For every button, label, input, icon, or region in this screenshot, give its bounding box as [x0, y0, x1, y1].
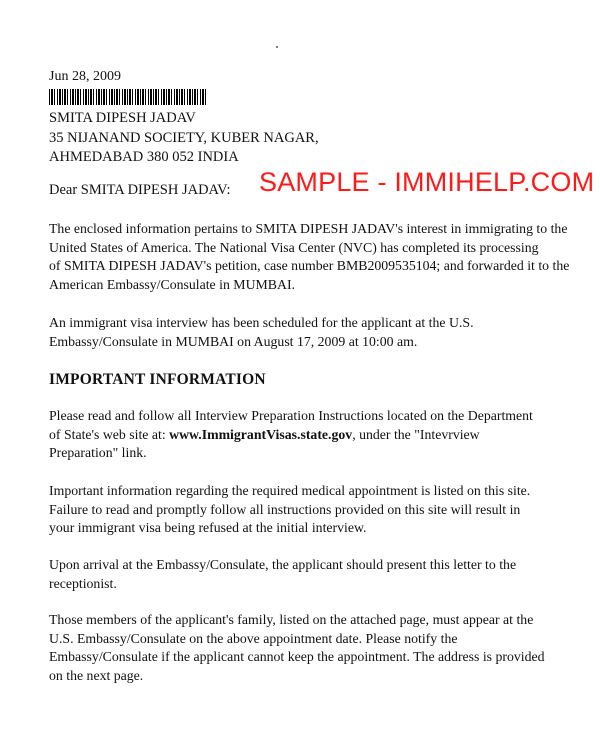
text-line: The enclosed information pertains to SMITA DIPESH JADAV's interest in immigrating to the [49, 221, 568, 236]
barcode [49, 89, 207, 105]
text-line: of SMITA DIPESH JADAV's petition, case number BMB2009535104; and forwarded it to the [49, 258, 570, 274]
salutation: Dear SMITA DIPESH JADAV: [49, 182, 231, 198]
text-line [49, 426, 589, 445]
immigrant-visas-link[interactable]: www.ImmigrantVisas.state.gov [169, 426, 353, 442]
text-line: receptionist. [49, 575, 117, 591]
text-line: American Embassy/Consulate in MUMBAI. [49, 276, 296, 292]
text-line: Please read and follow all Interview Preparation Instructions located on the Department [49, 408, 533, 423]
text-line: Upon arrival at the Embassy/Consulate, the applicant should present this letter to the [49, 557, 517, 572]
text-line: An immigrant visa interview has been scheduled for the applicant at the U.S. [49, 315, 474, 330]
text-span: , under the "Intevrview [352, 426, 480, 442]
address-line: AHMEDABAD 380 052 INDIA [49, 149, 239, 165]
text-line: United States of America. The National Visa Center (NVC) has completed its processing [49, 239, 539, 255]
paragraph-interview-schedule [49, 314, 589, 351]
text-line: Preparation" link. [49, 445, 147, 461]
text-line: Embassy/Consulate if the applicant cannot keep the appointment. The address is provided [49, 649, 545, 665]
scan-dot [276, 46, 278, 48]
important-information-heading: IMPORTANT INFORMATION [49, 371, 266, 388]
text-line: on the next page. [49, 667, 144, 683]
text-line: U.S. Embassy/Consulate on the above appointment date. Please notify the [49, 630, 458, 646]
text-line: Those members of the applicant's family, listed on the attached page, must appear at the [49, 612, 534, 627]
text-line: your immigrant visa being refused at the initial interview. [49, 520, 367, 536]
paragraph-family-members [49, 611, 589, 685]
text-line: Important information regarding the required medical appointment is listed on this site. [49, 483, 531, 498]
address-line: 35 NIJANAND SOCIETY, KUBER NAGAR, [49, 129, 319, 146]
paragraph-medical-appointment [49, 482, 589, 538]
sample-watermark: SAMPLE - IMMIHELP.COM [259, 167, 595, 197]
text-line: Embassy/Consulate in MUMBAI on August 17, 2009 at 10:00 am. [49, 333, 418, 349]
paragraph-arrival [49, 556, 589, 593]
recipient-address [49, 109, 319, 168]
text-line: Failure to read and promptly follow all instructions provided on this site will result in [49, 501, 521, 517]
paragraph-instructions [49, 407, 589, 463]
letter-date: Jun 28, 2009 [49, 69, 121, 84]
paragraph-nvc-processing [49, 220, 589, 294]
address-line: SMITA DIPESH JADAV [49, 110, 196, 126]
text-span: of State's web site at: [49, 426, 170, 442]
